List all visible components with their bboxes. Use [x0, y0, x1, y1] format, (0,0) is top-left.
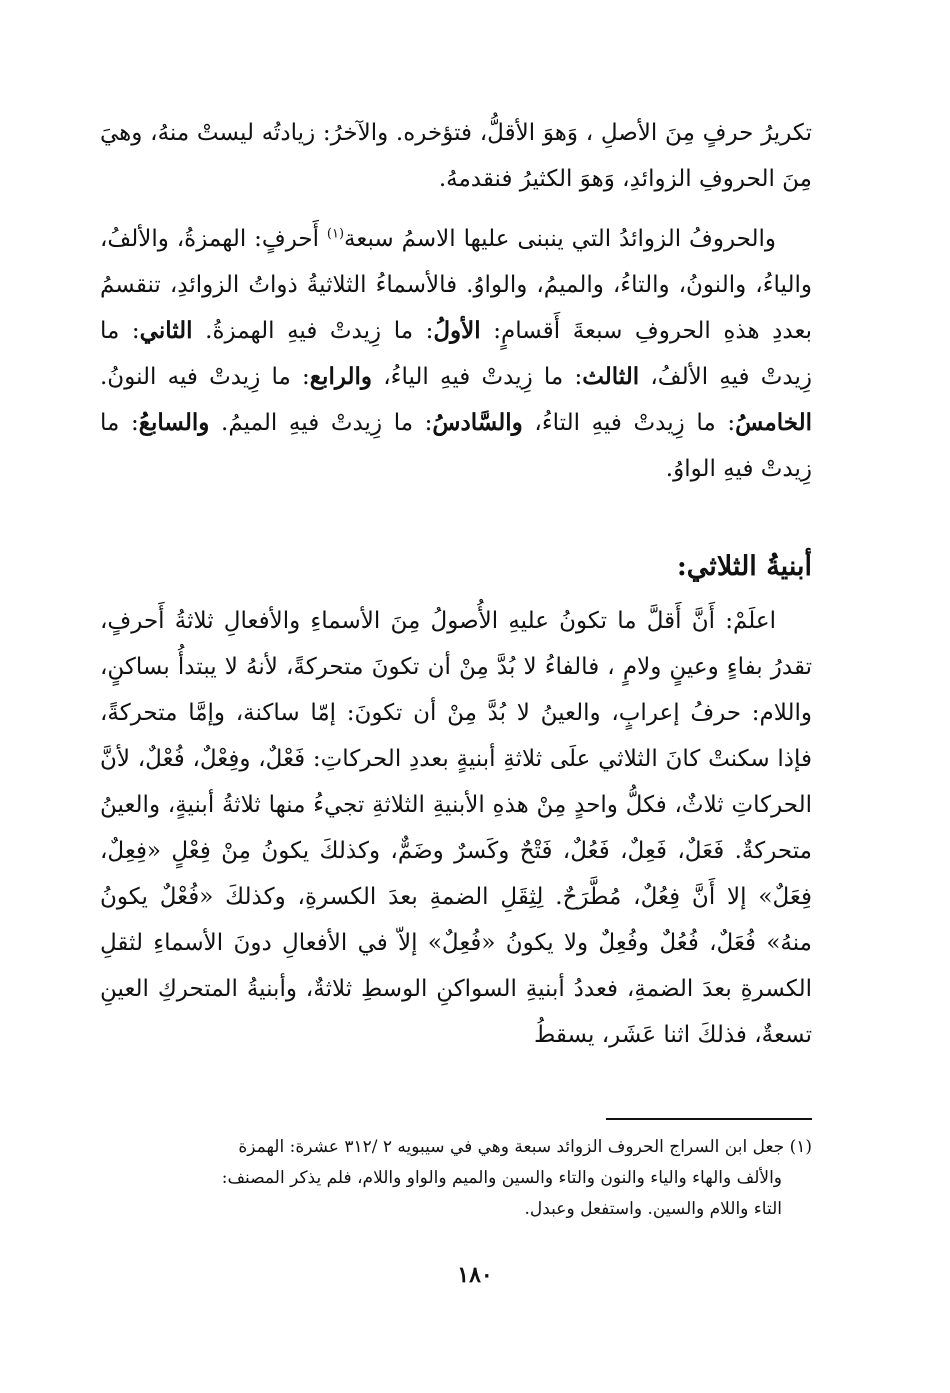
category-term: الخامسُ — [735, 409, 812, 436]
text-segment: : ما زِيدتْ فيهِ الألفُ، — [100, 318, 812, 390]
footnote-line-1: (١) جعل ابن السراج الحروف الزوائد سبعة وهي في سيبويه ٢ /٣١٢ عشرة: الهمزة — [238, 1137, 812, 1157]
category-term: الثاني — [139, 317, 193, 344]
footnote-divider — [606, 1118, 812, 1120]
text-segment: : ما زِيدتْ فيهِ الياءُ، — [372, 364, 583, 390]
zawaid-paragraph — [100, 216, 812, 492]
category-term: والسَّادسُ — [432, 409, 523, 436]
footnote-reference: (١) — [326, 226, 345, 242]
category-term: والسابعُ — [138, 409, 210, 436]
text-segment: : ما زِيدتْ فيهِ الهمزةُ. — [192, 318, 434, 344]
text-segment: : ما زِيدتْ فيهِ الميمُ. — [209, 410, 433, 436]
text-segment: : ما زِيدتْ فيهِ التاءُ، — [522, 410, 736, 436]
section-heading: أبنيةُ الثلاثي: — [676, 551, 812, 582]
footnotes — [140, 1132, 812, 1225]
text-segment: : ما زِيدتْ فيه النونُ. — [100, 364, 310, 390]
footnote-line-2: والألف والهاء والياء والنون والتاء والسين والميم والواو واللام، فلم يذكر المصنف: — [221, 1168, 782, 1188]
text-segment: أَحرفٍ: الهمزةُ، والألفُ، والياءُ، والنونُ، والتاءُ، والميمُ، والواوُ. فالأسماءُ الثلاثيةُ ذواتُ الزوائدِ، تنقسمُ بعددِ هذهِ الحروفِ سبعةَ أَقسامٍ: — [100, 226, 812, 344]
page-body — [100, 110, 812, 1058]
text-segment: : ما زِيدتْ فيهِ الواوُ. — [100, 410, 812, 482]
category-term: الأولُ — [433, 317, 481, 344]
category-term: والرابع — [309, 363, 373, 390]
intro-paragraph: تكريرُ حرفٍ مِنَ الأصلِ ، وَهوَ الأقلُّ، فتؤخره. والآخرُ: زيادتُه ليستْ منهُ، وهيَ مِنَ الحروفِ الزوائدِ، وَهوَ الكثيرُ فنقدمهُ. — [100, 120, 812, 192]
text-segment: والحروفُ الزوائدُ التي ينبنى عليها الاسمُ سبعة — [344, 226, 776, 252]
main-paragraph: اعلَمْ: أَنَّ أَقلَّ ما تكونُ عليهِ الأُصولُ مِنَ الأسماءِ والأفعالِ ثلاثةُ أَحرفٍ، تقدرُ بفاءٍ وعينٍ ولامٍ ، فالفاءُ لا بُدَّ مِنْ أن تكونَ متحركةً، لأنهُ لا يبتدأُ بساكنٍ، واللام: حرفُ إعرابٍ، والعينُ لا بُدَّ مِنْ أن تكونَ: إمّا ساكنة، وإمَّا متحركةً، فإذا سكنتْ كانَ الثلاثي علَى ثلاثةِ أبنيةٍ بعددِ الحركاتِ: فَعْلٌ، وفِعْلٌ، فُعْلٌ، لأنَّ الحركاتِ ثلاثٌ، فكلُّ واحدٍ مِنْ هذهِ الأبنيةِ الثلاثةِ تجيءُ منها ثلاثةُ أبنيةٍ، والعينُ متحركةٌ. فَعَلٌ، فَعِلٌ، فَعُلٌ، فَتْحٌ وكَسرٌ وضَمٌّ، وكذلكَ يكونُ مِنْ فِعْلٍ «فِعِلٌ، فِعَلٌ» إلا أَنَّ فِعُلٌ، مُطَّرَحٌ. لِثِقَلِ الضمةِ بعدَ الكسرةِ، وكذلكَ «فُعْلٌ يكونُ منهُ» فُعَلٌ، فُعُلٌ وفُعِلٌ ولا يكونُ «فُعِلٌ» إلاّ في الأفعالِ دونَ الأسماءِ لثقلِ الكسرةِ بعدَ الضمةِ، فعددُ أبنيةِ السواكنِ الوسطِ ثلاثةٌ، وأبنيةُ المتحركِ العينِ تسعةٌ، فذلكَ اثنا عَشَر، يسقطُ — [100, 608, 812, 1048]
footnote-line-3: التاء واللام والسين. واستفعل وعبدل. — [524, 1199, 782, 1219]
page-number: ١٨٠ — [457, 1262, 493, 1288]
category-term: الثالث — [582, 363, 640, 390]
